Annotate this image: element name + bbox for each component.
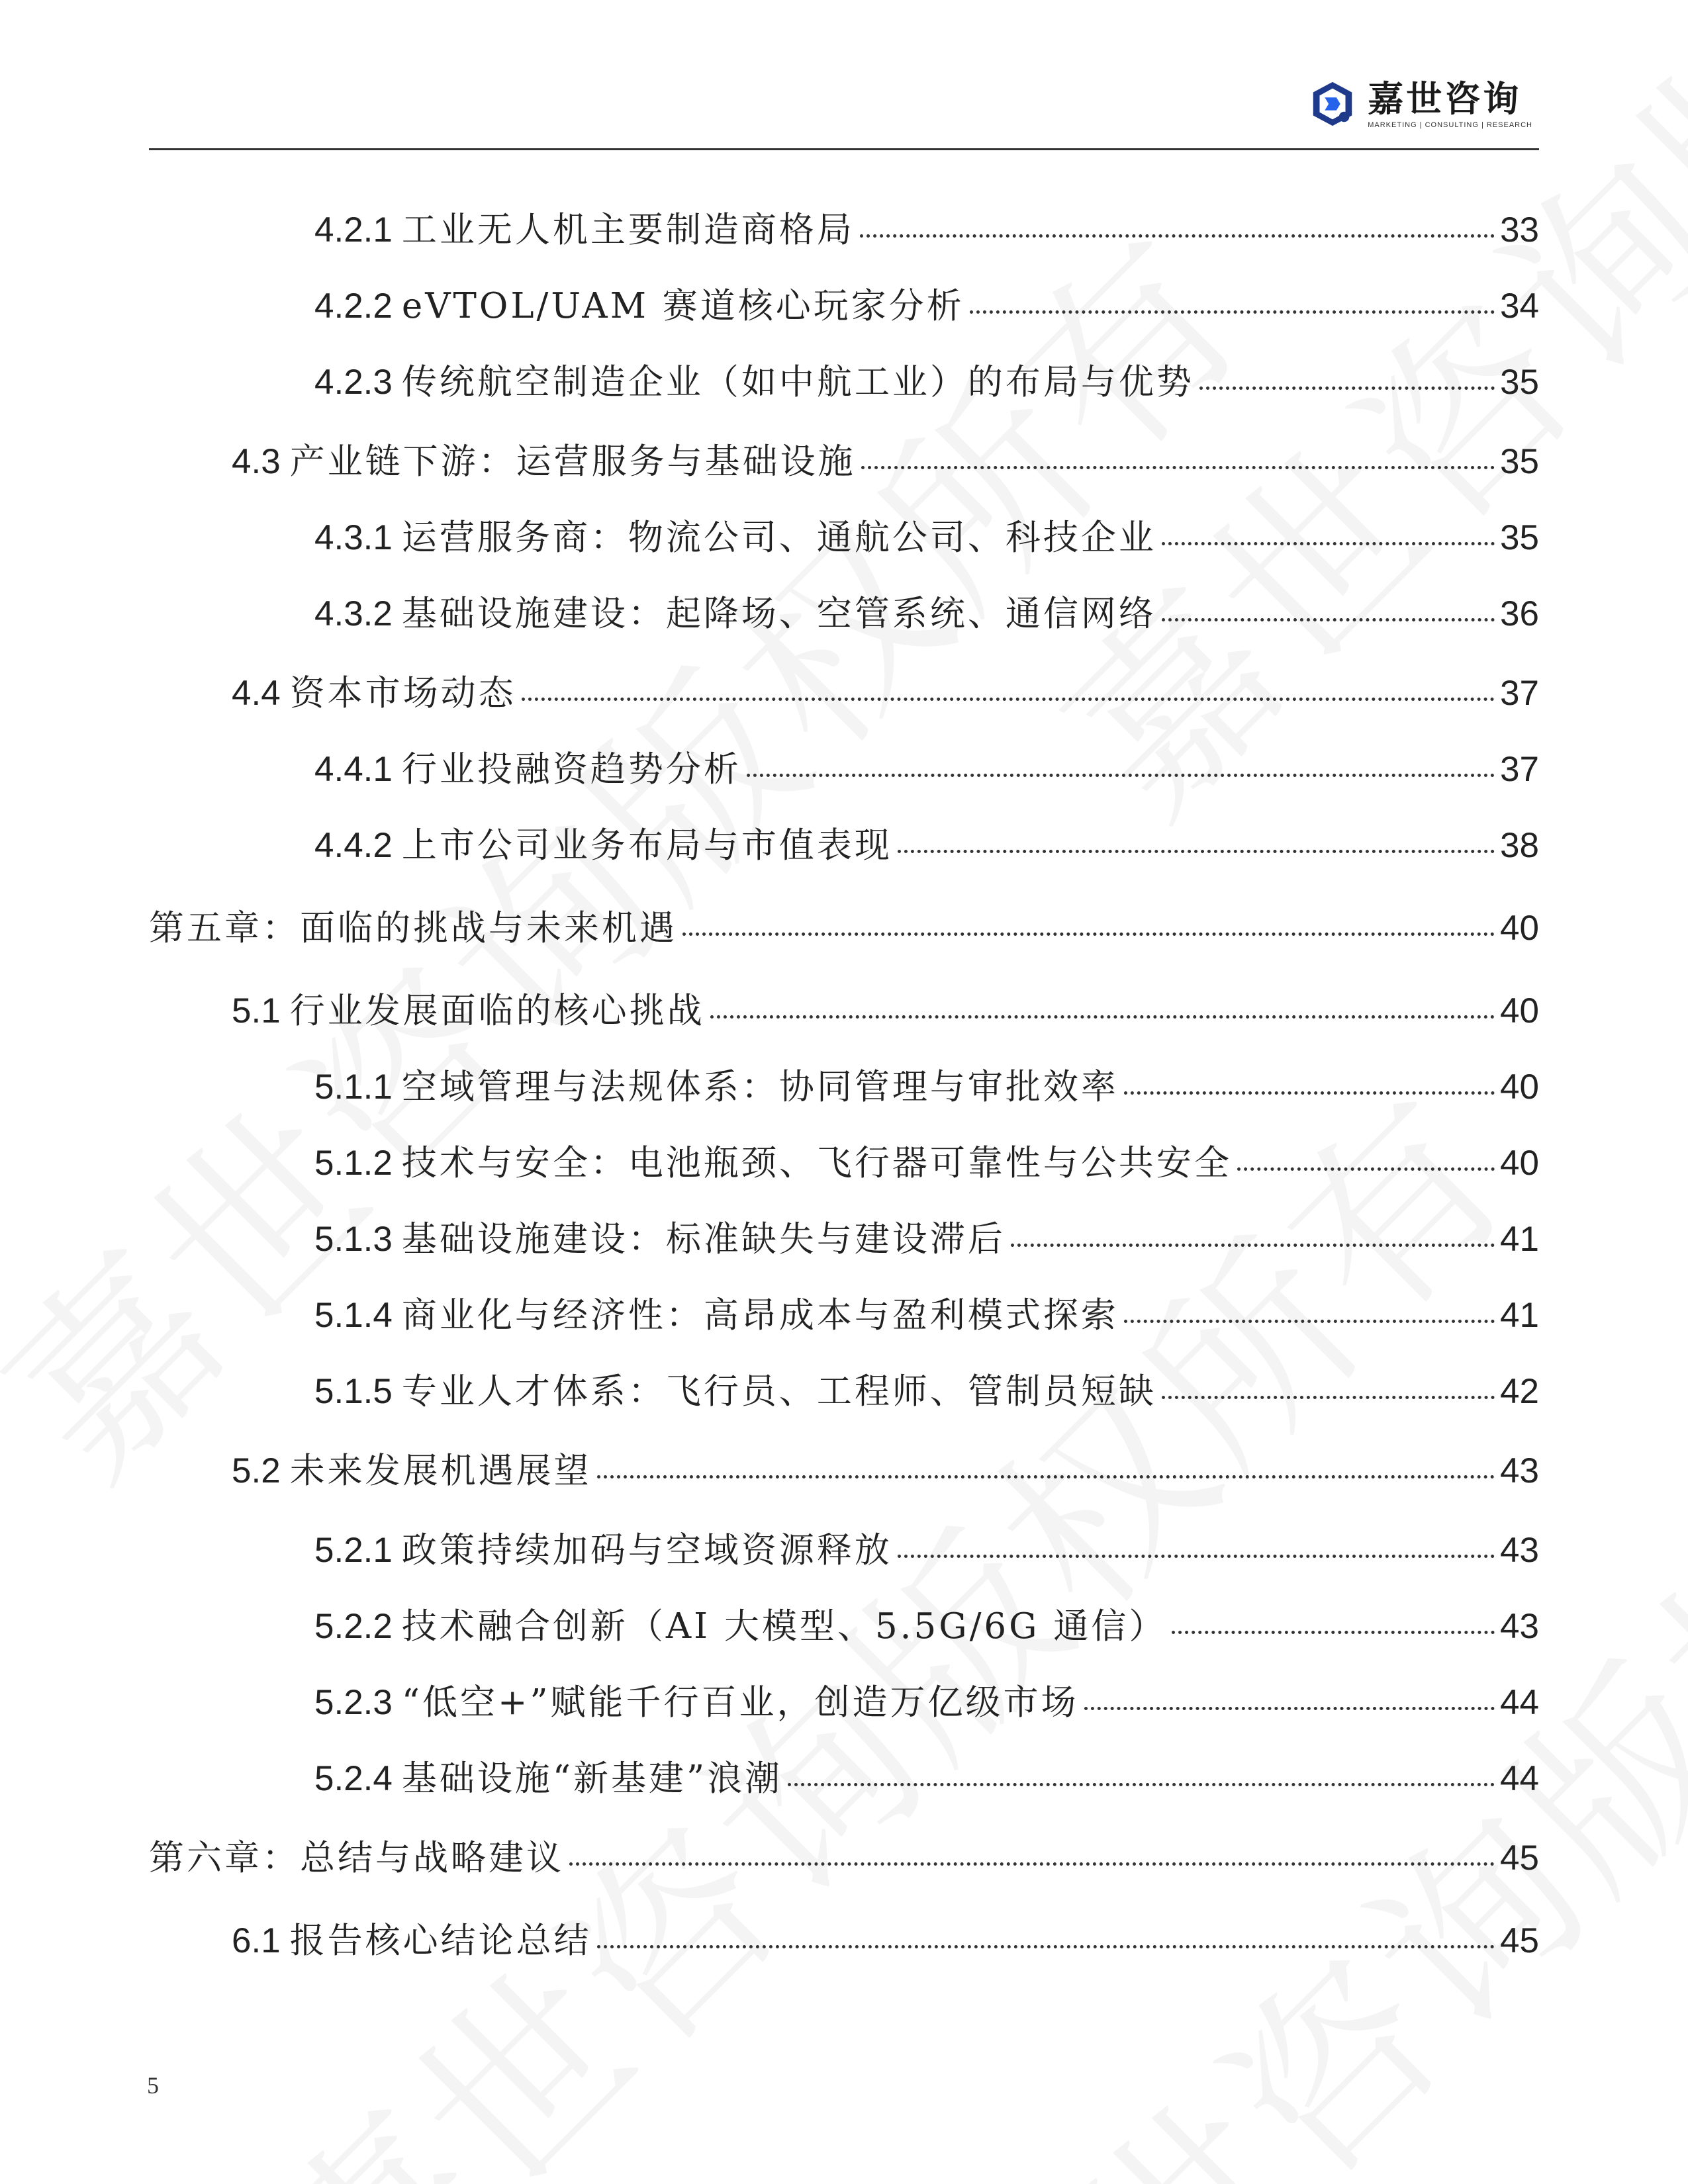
toc-entry-number: 5.2 xyxy=(232,1451,281,1490)
toc-entry[interactable] xyxy=(314,1751,1539,1797)
toc-entry-title: 商业化与经济性：高昂成本与盈利模式探索 xyxy=(401,1295,1119,1336)
toc-entry-number: 5.2.3 xyxy=(314,1683,393,1722)
toc-entry[interactable] xyxy=(314,354,1539,400)
toc-dot-leader xyxy=(569,1862,1495,1866)
toc-dot-leader xyxy=(1172,1631,1495,1634)
toc-dot-leader xyxy=(898,850,1495,853)
toc-entry-number: 4.3.1 xyxy=(314,518,393,557)
toc-entry-title: 报告核心结论总结 xyxy=(289,1921,592,1961)
toc-entry-number: 5.1.1 xyxy=(314,1068,393,1107)
toc-entry[interactable] xyxy=(314,741,1539,788)
toc-entry-page: 45 xyxy=(1500,1839,1539,1878)
toc-entry[interactable] xyxy=(232,983,1539,1029)
toc-entry-page: 40 xyxy=(1500,1144,1539,1183)
toc-entry-number: 4.3 xyxy=(232,442,281,481)
toc-entry-title: 基础设施建设：起降场、空管系统、通信网络 xyxy=(401,594,1156,634)
toc-entry[interactable] xyxy=(149,1830,1539,1876)
toc-entry-number: 5.1 xyxy=(232,991,281,1030)
toc-dot-leader xyxy=(788,1783,1495,1786)
toc-entry-title: 基础设施“新基建”浪潮 xyxy=(401,1758,783,1799)
toc-dot-leader xyxy=(1199,387,1495,390)
toc-entry[interactable] xyxy=(314,510,1539,556)
page-header xyxy=(149,66,1539,150)
toc-entry-page: 43 xyxy=(1500,1531,1539,1570)
toc-entry-page: 37 xyxy=(1500,674,1539,713)
toc-dot-leader xyxy=(1124,1091,1495,1095)
toc-entry-title: 政策持续加码与空域资源释放 xyxy=(401,1530,892,1570)
toc-entry-number: 4.4.2 xyxy=(314,826,393,865)
toc-entry[interactable] xyxy=(314,278,1539,324)
toc-entry-title: 运营服务商：物流公司、通航公司、科技企业 xyxy=(401,518,1156,558)
toc-dot-leader xyxy=(597,1475,1495,1479)
toc-entry-number: 4.4 xyxy=(232,674,281,713)
toc-entry-title: 未来发展机遇展望 xyxy=(289,1451,592,1491)
toc-dot-leader xyxy=(970,310,1495,314)
toc-entry-title: “低空+”赋能千行百业，创造万亿级市场 xyxy=(401,1682,1079,1723)
toc-entry-page: 36 xyxy=(1500,594,1539,633)
toc-entry-page: 45 xyxy=(1500,1921,1539,1960)
toc-entry-title: 第五章：面临的挑战与未来机遇 xyxy=(149,908,677,948)
toc-entry-page: 43 xyxy=(1500,1451,1539,1490)
toc-entry-page: 34 xyxy=(1500,287,1539,326)
toc-entry-number: 5.2.4 xyxy=(314,1759,393,1798)
toc-entry-number: 5.2.2 xyxy=(314,1607,393,1646)
toc-entry[interactable] xyxy=(232,433,1539,480)
toc-entry-page: 33 xyxy=(1500,210,1539,250)
toc-entry[interactable] xyxy=(314,1287,1539,1334)
toc-entry[interactable] xyxy=(314,202,1539,248)
toc-entry[interactable] xyxy=(314,1598,1539,1645)
toc-entry[interactable] xyxy=(149,900,1539,946)
toc-entry-title: 行业投融资趋势分析 xyxy=(401,749,741,790)
toc-entry-number: 5.1.3 xyxy=(314,1220,393,1259)
toc-dot-leader xyxy=(747,774,1495,777)
page-number: 5 xyxy=(147,2072,159,2099)
toc-entry-number: 5.1.2 xyxy=(314,1144,393,1183)
toc-entry-title: 产业链下游：运营服务与基础设施 xyxy=(289,441,856,482)
toc-entry-page: 35 xyxy=(1500,518,1539,557)
toc-dot-leader xyxy=(1011,1244,1495,1247)
toc-entry-number: 6.1 xyxy=(232,1921,281,1960)
toc-dot-leader xyxy=(1162,542,1495,545)
toc-entry[interactable] xyxy=(314,1135,1539,1181)
toc-entry-title: 第六章：总结与战略建议 xyxy=(149,1838,564,1878)
toc-entry-title: 专业人才体系：飞行员、工程师、管制员短缺 xyxy=(401,1371,1156,1412)
toc-entry[interactable] xyxy=(232,1443,1539,1489)
toc-entry-number: 4.4.1 xyxy=(314,750,393,789)
toc-entry-title: 技术融合创新（AI 大模型、5.5G/6G 通信） xyxy=(401,1606,1167,1647)
toc-entry-page: 40 xyxy=(1500,909,1539,948)
company-logo xyxy=(1307,78,1532,130)
toc-entry-page: 44 xyxy=(1500,1759,1539,1798)
toc-dot-leader xyxy=(710,1015,1495,1019)
toc-dot-leader xyxy=(522,698,1495,701)
toc-entry-page: 42 xyxy=(1500,1372,1539,1411)
toc-entry[interactable] xyxy=(314,1674,1539,1721)
toc-entry-title: 技术与安全：电池瓶颈、飞行器可靠性与公共安全 xyxy=(401,1143,1232,1183)
toc-entry[interactable] xyxy=(314,1363,1539,1410)
toc-entry-number: 5.1.5 xyxy=(314,1372,393,1411)
company-name: 嘉世咨询 xyxy=(1368,78,1522,120)
toc-entry-page: 35 xyxy=(1500,442,1539,481)
toc-entry[interactable] xyxy=(314,1059,1539,1105)
toc-entry[interactable] xyxy=(314,1522,1539,1569)
toc-dot-leader xyxy=(682,933,1495,936)
company-logo-icon xyxy=(1307,78,1358,130)
toc-entry-page: 37 xyxy=(1500,750,1539,789)
toc-dot-leader xyxy=(1162,1396,1495,1399)
toc-entry-title: 资本市场动态 xyxy=(289,673,516,713)
toc-dot-leader xyxy=(1237,1167,1495,1171)
toc-entry-title: 空域管理与法规体系：协同管理与审批效率 xyxy=(401,1067,1119,1107)
toc-entry[interactable] xyxy=(232,1913,1539,1959)
toc-dot-leader xyxy=(861,466,1495,469)
toc-entry-page: 43 xyxy=(1500,1607,1539,1646)
toc-entry-number: 4.2.1 xyxy=(314,210,393,250)
toc-dot-leader xyxy=(1162,618,1495,621)
toc-dot-leader xyxy=(1124,1320,1495,1323)
toc-entry-number: 5.2.1 xyxy=(314,1531,393,1570)
toc-dot-leader xyxy=(597,1945,1495,1948)
toc-entry-title: eVTOL/UAM 赛道核心玩家分析 xyxy=(401,286,964,326)
toc-entry-title: 基础设施建设：标准缺失与建设滞后 xyxy=(401,1219,1006,1259)
toc-entry-page: 41 xyxy=(1500,1220,1539,1259)
toc-entry[interactable] xyxy=(314,817,1539,864)
toc-dot-leader xyxy=(898,1555,1495,1558)
toc-entry-title: 行业发展面临的核心挑战 xyxy=(289,991,705,1031)
toc-entry-number: 4.3.2 xyxy=(314,594,393,633)
toc-entry-page: 40 xyxy=(1500,1068,1539,1107)
toc-entry-page: 35 xyxy=(1500,363,1539,402)
toc-entry-page: 44 xyxy=(1500,1683,1539,1722)
toc-entry-number: 4.2.2 xyxy=(314,287,393,326)
toc-entry[interactable] xyxy=(232,665,1539,711)
toc-entry-number: 5.1.4 xyxy=(314,1296,393,1335)
toc-dot-leader xyxy=(1084,1707,1495,1710)
toc-entry-title: 上市公司业务布局与市值表现 xyxy=(401,825,892,866)
company-tagline: MARKETING | CONSULTING | RESEARCH xyxy=(1368,121,1532,129)
toc-entry-title: 传统航空制造企业（如中航工业）的布局与优势 xyxy=(401,362,1194,402)
toc-dot-leader xyxy=(860,234,1495,238)
toc-entry[interactable] xyxy=(314,586,1539,632)
toc-entry[interactable] xyxy=(314,1211,1539,1257)
toc-entry-page: 40 xyxy=(1500,991,1539,1030)
toc-entry-page: 38 xyxy=(1500,826,1539,865)
toc-entry-title: 工业无人机主要制造商格局 xyxy=(401,210,855,250)
toc-entry-page: 41 xyxy=(1500,1296,1539,1335)
toc-entry-number: 4.2.3 xyxy=(314,363,393,402)
